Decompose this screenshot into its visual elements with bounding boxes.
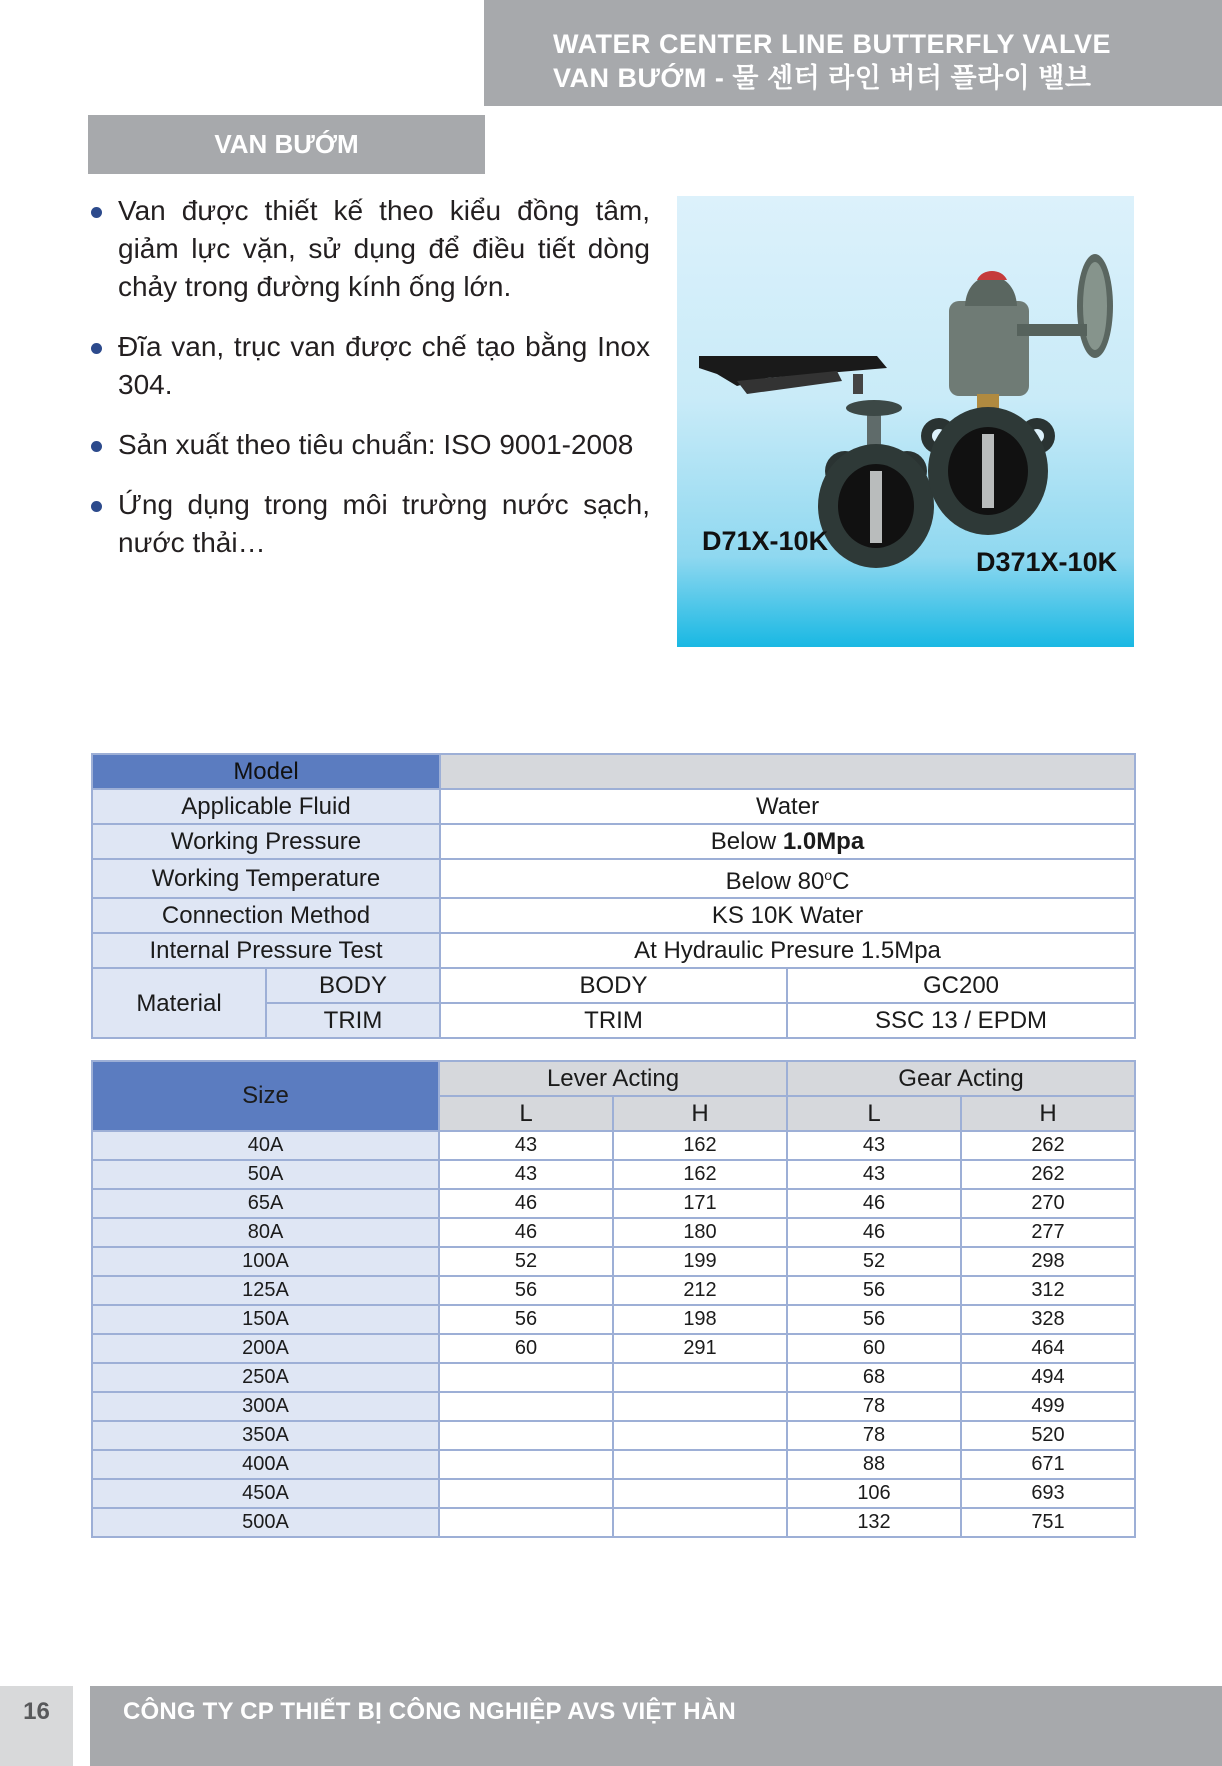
table-row bbox=[92, 1334, 1135, 1363]
size-cell: 450A bbox=[92, 1479, 439, 1508]
lever-l-cell bbox=[439, 1479, 613, 1508]
header-title-en: WATER CENTER LINE BUTTERFLY VALVE bbox=[553, 29, 1112, 59]
lever-h-cell: 199 bbox=[613, 1247, 787, 1276]
feature-item bbox=[88, 328, 650, 404]
model-header: Model bbox=[92, 754, 440, 789]
section-title: VAN BƯỚM bbox=[88, 115, 485, 174]
table-row bbox=[92, 1479, 1135, 1508]
lever-h-cell: 198 bbox=[613, 1305, 787, 1334]
model-label-gear: D371X-10K bbox=[976, 547, 1118, 577]
lever-h-cell bbox=[613, 1363, 787, 1392]
feature-item bbox=[88, 192, 650, 306]
pressure-test-value: At Hydraulic Presure 1.5Mpa bbox=[440, 933, 1135, 968]
lever-l-cell bbox=[439, 1421, 613, 1450]
table-row bbox=[92, 859, 1135, 898]
temperature-value: Below 80$^o$C bbox=[440, 859, 1135, 898]
table-row bbox=[92, 968, 1135, 1003]
gear-l-cell: 46 bbox=[787, 1218, 961, 1247]
size-cell: 40A bbox=[92, 1131, 439, 1160]
table-row bbox=[92, 1131, 1135, 1160]
size-cell: 200A bbox=[92, 1334, 439, 1363]
table-row bbox=[92, 1160, 1135, 1189]
lever-h-cell bbox=[613, 1392, 787, 1421]
size-table bbox=[91, 1060, 1136, 1538]
butterfly-valve-illustration bbox=[677, 196, 1134, 647]
gear-l-cell: 78 bbox=[787, 1392, 961, 1421]
lever-h-cell: 180 bbox=[613, 1218, 787, 1247]
feature-item bbox=[88, 426, 650, 464]
connection-value: KS 10K Water bbox=[440, 898, 1135, 933]
lever-l-cell: 52 bbox=[439, 1247, 613, 1276]
gear-h-cell: 262 bbox=[961, 1160, 1135, 1189]
page-number: 16 bbox=[0, 1686, 73, 1766]
trim-value: SSC 13 / EPDM bbox=[787, 1003, 1135, 1038]
body-value: GC200 bbox=[787, 968, 1135, 1003]
table-row bbox=[92, 898, 1135, 933]
gear-h-header: H bbox=[961, 1096, 1135, 1131]
gear-h-cell: 671 bbox=[961, 1450, 1135, 1479]
size-cell: 350A bbox=[92, 1421, 439, 1450]
table-row bbox=[92, 1276, 1135, 1305]
lever-l-cell bbox=[439, 1363, 613, 1392]
gear-l-cell: 106 bbox=[787, 1479, 961, 1508]
bullet-icon bbox=[91, 501, 102, 512]
page-header bbox=[484, 0, 1222, 106]
gear-l-cell: 46 bbox=[787, 1189, 961, 1218]
spec-table bbox=[91, 753, 1136, 1039]
size-cell: 100A bbox=[92, 1247, 439, 1276]
feature-text: Van được thiết kế theo kiểu đồng tâm, giảm lực vặn, sử dụng để điều tiết dòng chảy trong đường kính ống lớn. bbox=[118, 195, 650, 302]
feature-text: Ứng dụng trong môi trường nước sạch, nước thải… bbox=[118, 489, 650, 558]
lever-h-cell: 291 bbox=[613, 1334, 787, 1363]
gear-h-cell: 751 bbox=[961, 1508, 1135, 1537]
feature-item bbox=[88, 486, 650, 562]
trim-part: TRIM bbox=[440, 1003, 787, 1038]
lever-h-cell bbox=[613, 1479, 787, 1508]
size-cell: 65A bbox=[92, 1189, 439, 1218]
lever-h-cell bbox=[613, 1450, 787, 1479]
table-row bbox=[92, 1247, 1135, 1276]
size-cell: 125A bbox=[92, 1276, 439, 1305]
table-row bbox=[92, 1392, 1135, 1421]
table-row bbox=[92, 1189, 1135, 1218]
connection-label: Connection Method bbox=[92, 898, 440, 933]
feature-text: Đĩa van, trục van được chế tạo bằng Inox 304. bbox=[118, 331, 650, 400]
size-cell: 400A bbox=[92, 1450, 439, 1479]
lever-acting-header: Lever Acting bbox=[439, 1061, 787, 1096]
lever-l-cell: 43 bbox=[439, 1160, 613, 1189]
gear-h-cell: 298 bbox=[961, 1247, 1135, 1276]
lever-h-cell: 162 bbox=[613, 1131, 787, 1160]
table-header-row bbox=[92, 1061, 1135, 1096]
lever-h-header: H bbox=[613, 1096, 787, 1131]
lever-l-cell: 56 bbox=[439, 1305, 613, 1334]
feature-text: Sản xuất theo tiêu chuẩn: ISO 9001-2008 bbox=[118, 429, 634, 460]
gear-valve-icon bbox=[921, 254, 1113, 535]
gear-l-cell: 52 bbox=[787, 1247, 961, 1276]
size-cell: 250A bbox=[92, 1363, 439, 1392]
lever-l-cell: 60 bbox=[439, 1334, 613, 1363]
bullet-icon bbox=[91, 343, 102, 354]
table-row bbox=[92, 933, 1135, 968]
trim-label: TRIM bbox=[266, 1003, 440, 1038]
lever-l-header: L bbox=[439, 1096, 613, 1131]
gear-h-cell: 693 bbox=[961, 1479, 1135, 1508]
feature-list bbox=[88, 192, 650, 584]
lever-h-cell: 171 bbox=[613, 1189, 787, 1218]
size-cell: 80A bbox=[92, 1218, 439, 1247]
lever-l-cell: 46 bbox=[439, 1189, 613, 1218]
gear-l-cell: 88 bbox=[787, 1450, 961, 1479]
pressure-test-label: Internal Pressure Test bbox=[92, 933, 440, 968]
gear-h-cell: 520 bbox=[961, 1421, 1135, 1450]
table-row bbox=[92, 1508, 1135, 1537]
model-value bbox=[440, 754, 1135, 789]
temperature-label: Working Temperature bbox=[92, 859, 440, 898]
material-label: Material bbox=[92, 968, 266, 1038]
body-label: BODY bbox=[266, 968, 440, 1003]
gear-h-cell: 499 bbox=[961, 1392, 1135, 1421]
table-row bbox=[92, 1421, 1135, 1450]
lever-l-cell bbox=[439, 1392, 613, 1421]
gear-l-cell: 43 bbox=[787, 1131, 961, 1160]
table-row bbox=[92, 1363, 1135, 1392]
gear-h-cell: 328 bbox=[961, 1305, 1135, 1334]
gear-h-cell: 277 bbox=[961, 1218, 1135, 1247]
gear-l-cell: 78 bbox=[787, 1421, 961, 1450]
size-cell: 50A bbox=[92, 1160, 439, 1189]
table-row bbox=[92, 824, 1135, 859]
size-cell: 150A bbox=[92, 1305, 439, 1334]
gear-h-cell: 494 bbox=[961, 1363, 1135, 1392]
table-row bbox=[92, 1450, 1135, 1479]
table-row bbox=[92, 754, 1135, 789]
gear-l-cell: 68 bbox=[787, 1363, 961, 1392]
gear-h-cell: 262 bbox=[961, 1131, 1135, 1160]
size-cell: 500A bbox=[92, 1508, 439, 1537]
bullet-icon bbox=[91, 441, 102, 452]
gear-l-cell: 60 bbox=[787, 1334, 961, 1363]
size-cell: 300A bbox=[92, 1392, 439, 1421]
lever-l-cell: 56 bbox=[439, 1276, 613, 1305]
lever-h-cell: 212 bbox=[613, 1276, 787, 1305]
gear-l-header: L bbox=[787, 1096, 961, 1131]
lever-h-cell bbox=[613, 1421, 787, 1450]
lever-h-cell: 162 bbox=[613, 1160, 787, 1189]
gear-acting-header: Gear Acting bbox=[787, 1061, 1135, 1096]
gear-l-cell: 132 bbox=[787, 1508, 961, 1537]
gear-h-cell: 312 bbox=[961, 1276, 1135, 1305]
lever-l-cell bbox=[439, 1508, 613, 1537]
lever-h-cell bbox=[613, 1508, 787, 1537]
gear-h-cell: 464 bbox=[961, 1334, 1135, 1363]
gear-l-cell: 43 bbox=[787, 1160, 961, 1189]
gear-l-cell: 56 bbox=[787, 1276, 961, 1305]
pressure-value: Below 1.0Mpa bbox=[440, 824, 1135, 859]
fluid-label: Applicable Fluid bbox=[92, 789, 440, 824]
lever-l-cell bbox=[439, 1450, 613, 1479]
table-row bbox=[92, 1218, 1135, 1247]
lever-l-cell: 43 bbox=[439, 1131, 613, 1160]
gear-h-cell: 270 bbox=[961, 1189, 1135, 1218]
gear-l-cell: 56 bbox=[787, 1305, 961, 1334]
lever-l-cell: 46 bbox=[439, 1218, 613, 1247]
product-photo bbox=[677, 196, 1134, 647]
size-header: Size bbox=[92, 1061, 439, 1131]
footer-company: CÔNG TY CP THIẾT BỊ CÔNG NGHIỆP AVS VIỆT HÀN bbox=[90, 1686, 1222, 1766]
model-label-lever: D71X-10K bbox=[702, 526, 829, 556]
body-part: BODY bbox=[440, 968, 787, 1003]
fluid-value: Water bbox=[440, 789, 1135, 824]
pressure-label: Working Pressure bbox=[92, 824, 440, 859]
bullet-icon bbox=[91, 207, 102, 218]
table-row bbox=[92, 789, 1135, 824]
header-title-vn-kr: VAN BƯỚM - 물 센터 라인 버터 플라이 밸브 bbox=[553, 63, 1092, 93]
size-table-body bbox=[92, 1131, 1135, 1537]
table-row bbox=[92, 1305, 1135, 1334]
